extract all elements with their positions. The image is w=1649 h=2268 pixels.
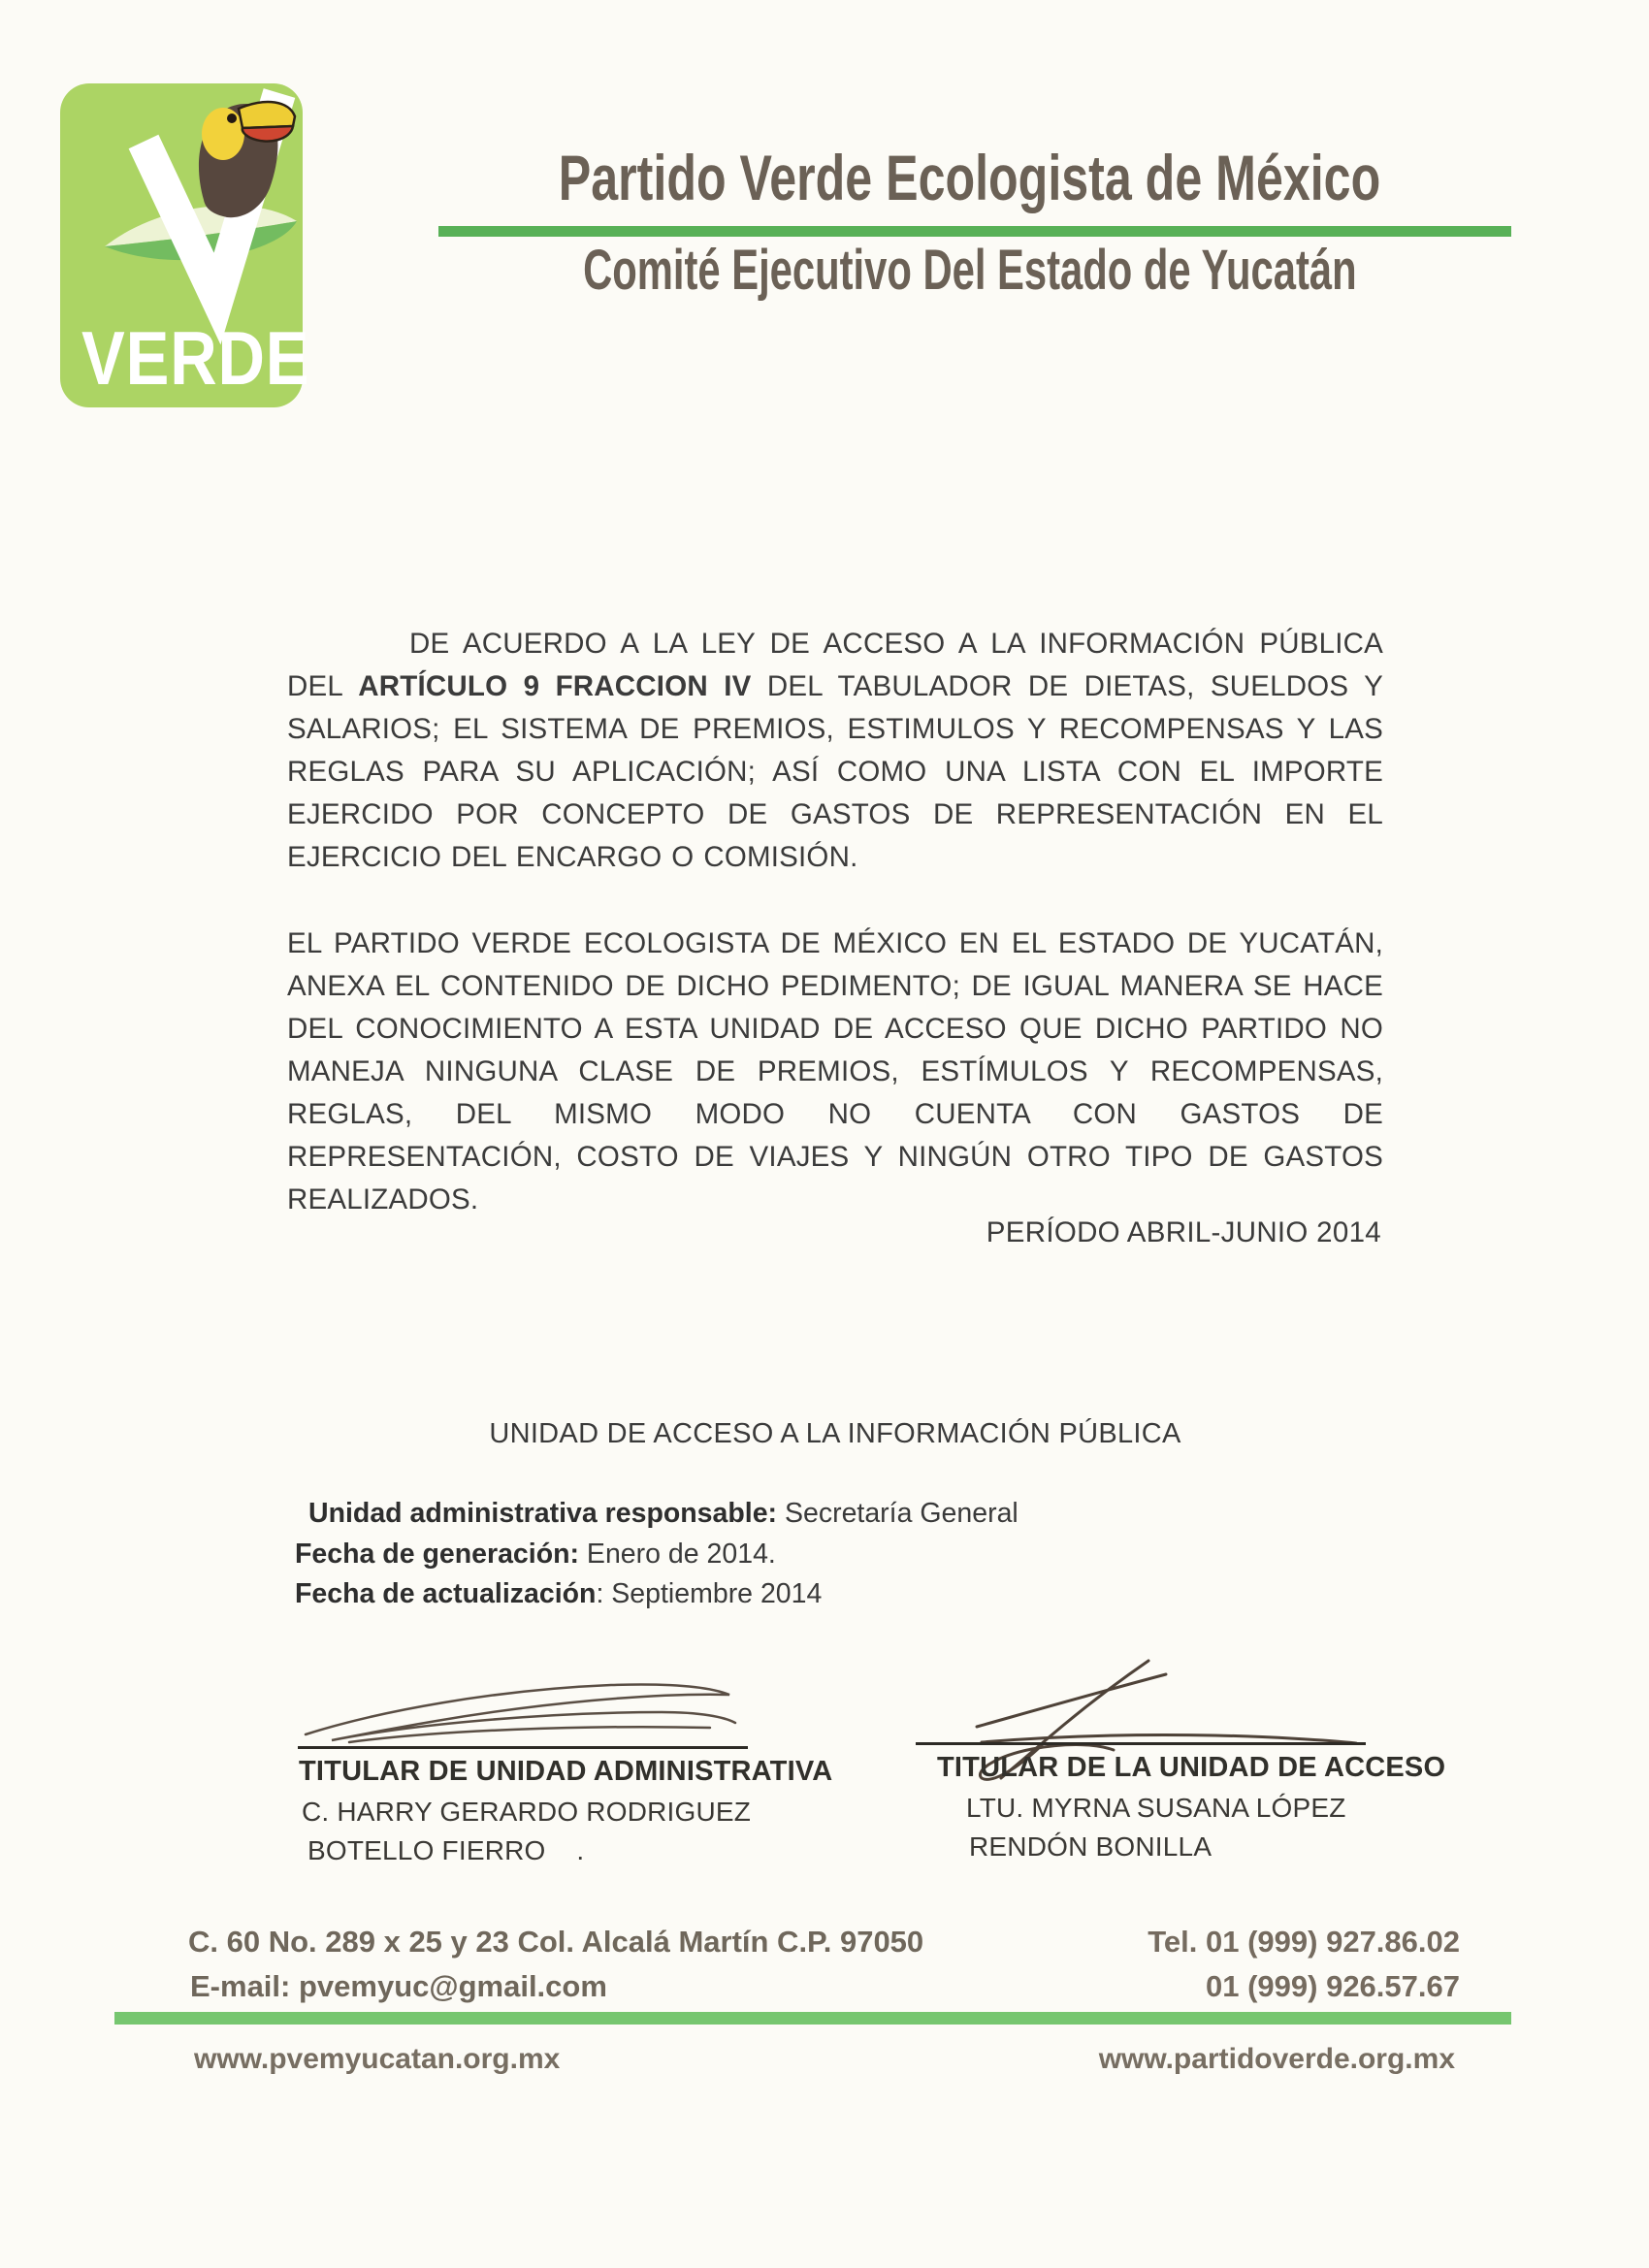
- logo-wordmark: VERDE: [81, 315, 310, 401]
- left-signatory-name: C. HARRY GERARDO RODRIGUEZ: [302, 1797, 752, 1827]
- meta-label: Unidad administrativa responsable:: [308, 1498, 778, 1529]
- right-signatory-name-2: RENDÓN BONILLA: [969, 1831, 1212, 1862]
- meta-line-update-date: [295, 1574, 1018, 1615]
- meta-label: Fecha de generación:: [295, 1538, 580, 1570]
- section-heading: UNIDAD DE ACCESO A LA INFORMACIÓN PÚBLICA: [489, 1418, 1181, 1449]
- meta-value: : Septiembre 2014: [596, 1578, 823, 1609]
- left-signatory-title: TITULAR DE UNIDAD ADMINISTRATIVA: [299, 1756, 833, 1787]
- party-logo: [60, 83, 308, 411]
- paragraph-2: EL PARTIDO VERDE ECOLOGISTA DE MÉXICO EN EL ESTADO DE YUCATÁN, ANEXA EL CONTENIDO DE DICHO PEDIMENTO; DE IGUAL MANERA SE HACE DEL CONOCIMIENTO A ESTA UNIDAD DE ACCESO QUE DICHO PARTIDO NO MANEJA NINGUNA CLASE DE PREMIOS, ESTÍMULOS Y RECOMPENSAS, REGLAS, DEL MISMO MODO NO CUENTA CON GASTOS DE REPRESENTACIÓN, COSTO DE VIAJES Y NINGÚN OTRO TIPO DE GASTOS REALIZADOS.: [287, 927, 1383, 1215]
- footer-phone-1: Tel. 01 (999) 927.86.02: [1148, 1925, 1460, 1959]
- right-signatory-title: TITULAR DE LA UNIDAD DE ACCESO: [937, 1752, 1446, 1783]
- left-signature-image: [291, 1674, 761, 1750]
- left-signature-line: [298, 1746, 748, 1749]
- footer-website-right: www.partidoverde.org.mx: [1098, 2043, 1455, 2075]
- meta-line-generation-date: [295, 1535, 1018, 1575]
- paragraph-1: [287, 623, 1383, 879]
- paragraph-1-rest: DEL TABULADOR DE DIETAS, SUELDOS Y SALARIOS; EL SISTEMA DE PREMIOS, ESTIMULOS Y RECOMPENSAS Y LAS REGLAS PARA SU APLICACIÓN; ASÍ COMO UNA LISTA CON EL IMPORTE EJERCIDO POR CONCEPTO DE GASTOS DE REPRESENTACIÓN EN EL EJERCICIO DEL ENCARGO O COMISIÓN.: [287, 670, 1383, 873]
- left-signatory-name-2: BOTELLO FIERRO .: [307, 1835, 585, 1865]
- page-title: Partido Verde Ecologista de México: [559, 142, 1381, 213]
- meta-value: Enero de 2014.: [579, 1538, 776, 1570]
- footer-green-bar: [114, 2012, 1511, 2025]
- meta-line-responsible: [295, 1494, 1018, 1535]
- footer-email: E-mail: pvemyuc@gmail.com: [190, 1969, 607, 2003]
- meta-label: Fecha de actualización: [295, 1578, 597, 1609]
- right-signature-line: [916, 1742, 1366, 1745]
- meta-block: [295, 1494, 1018, 1615]
- footer-website-left: www.pvemyucatan.org.mx: [194, 2043, 561, 2075]
- page-subtitle: Comité Ejecutivo Del Estado de Yucatán: [583, 239, 1357, 302]
- footer-phone-2: 01 (999) 926.57.67: [1206, 1969, 1460, 2003]
- header-divider: [438, 226, 1511, 237]
- footer-address: C. 60 No. 289 x 25 y 23 Col. Alcalá Martín C.P. 97050: [188, 1925, 924, 1959]
- paragraph-1-lead: DE ACUERDO A LA LEY DE ACCESO A LA INFORMACIÓN PÚBLICA DEL: [287, 628, 1383, 702]
- meta-value: Secretaría General: [777, 1498, 1018, 1529]
- paragraph-1-emphasis: ARTÍCULO 9 FRACCION IV: [358, 670, 752, 702]
- letter-body: [287, 623, 1383, 1221]
- period-line: PERÍODO ABRIL-JUNIO 2014: [986, 1216, 1381, 1248]
- right-signatory-name: LTU. MYRNA SUSANA LÓPEZ: [966, 1793, 1346, 1823]
